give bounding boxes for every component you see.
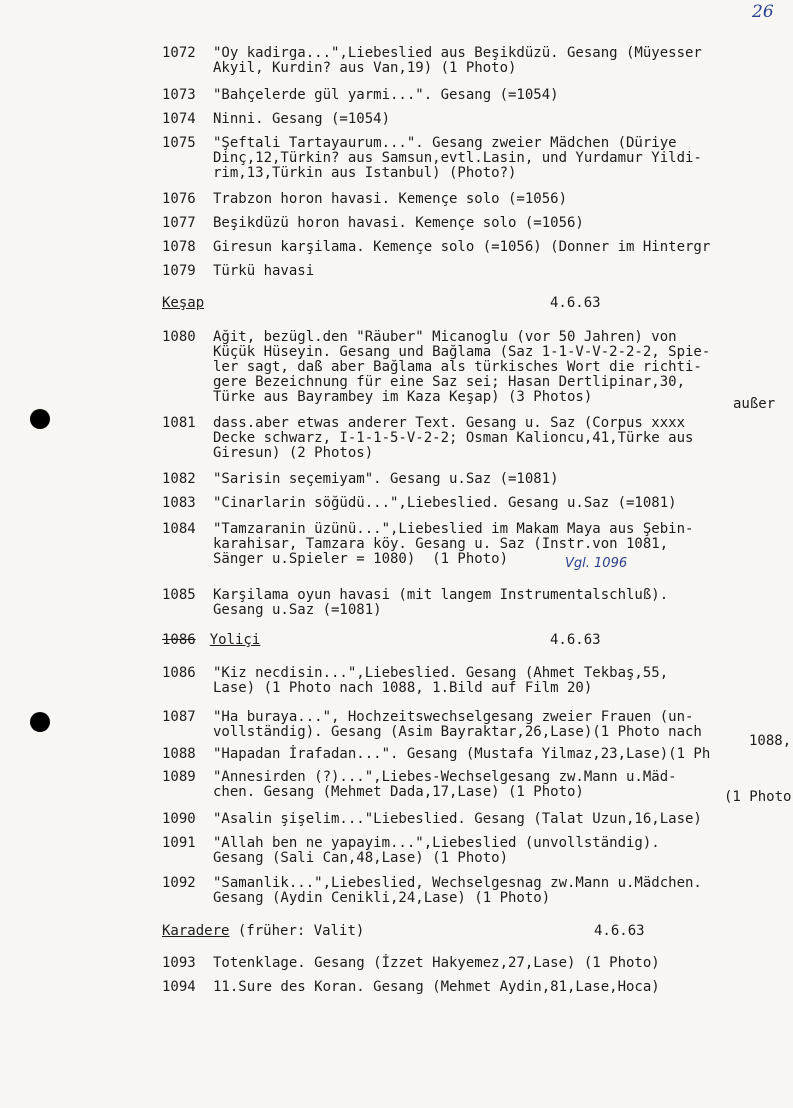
entry-1080 bbox=[162, 330, 793, 405]
section-place: Yoliçi bbox=[209, 632, 261, 648]
entry-1094 bbox=[162, 980, 793, 995]
entry-number: 1073 bbox=[162, 87, 196, 103]
entry-1085 bbox=[162, 588, 793, 618]
entry-text: Giresun) (2 Photos) bbox=[213, 445, 374, 461]
entry-1082 bbox=[162, 472, 793, 487]
section-heading-yolici bbox=[162, 633, 762, 648]
entry-text: Giresun karşilama. Kemençe solo (=1056) (Donner im Hintergr bbox=[213, 239, 711, 255]
punch-hole-bottom bbox=[30, 712, 50, 732]
entry-text: "Bahçelerde gül yarmi...". Gesang (=1054) bbox=[213, 87, 559, 103]
entry-1076 bbox=[162, 192, 793, 207]
entry-number: 1079 bbox=[162, 263, 196, 279]
entry-text: "Oy kadirga...",Liebeslied aus Beşikdüzü. Gesang (Müyesser bbox=[213, 45, 702, 61]
entry-number: 1086 bbox=[162, 665, 196, 681]
entry-text: 11.Sure des Koran. Gesang (Mehmet Aydin,81,Lase,Hoca) bbox=[213, 979, 660, 995]
entry-text: "Kiz necdisin...",Liebeslied. Gesang (Ahmet Tekbaş,55, bbox=[213, 665, 669, 681]
entry-number: 1088 bbox=[162, 746, 196, 762]
entry-text: Türke aus Bayrambey im Kaza Keşap) (3 Photos) bbox=[213, 389, 593, 405]
entry-1090 bbox=[162, 812, 793, 827]
entry-text: Decke schwarz, I-1-1-5-V-2-2; Osman Kalioncu,41,Türke aus bbox=[213, 430, 694, 446]
entry-1088 bbox=[162, 747, 793, 762]
entry-number: 1072 bbox=[162, 45, 196, 61]
section-date: 4.6.63 bbox=[594, 923, 645, 939]
entry-text: Ninni. Gesang (=1054) bbox=[213, 111, 391, 127]
entry-1078 bbox=[162, 240, 793, 255]
entry-number: 1082 bbox=[162, 471, 196, 487]
entry-number: 1091 bbox=[162, 835, 196, 851]
entry-number: 1081 bbox=[162, 415, 196, 431]
punch-hole-top bbox=[30, 409, 50, 429]
entry-number: 1075 bbox=[162, 135, 196, 151]
entry-text: Türkü havasi bbox=[213, 263, 315, 279]
entry-text: "Samanlik...",Liebeslied, Wechselgesnag zw.Mann u.Mädchen. bbox=[213, 875, 702, 891]
entry-text: Gesang (Sali Can,48,Lase) (1 Photo) bbox=[213, 850, 509, 866]
entry-text: Gesang (Aydin Cenikli,24,Lase) (1 Photo) bbox=[213, 890, 551, 906]
entry-text: "Annesirden (?)...",Liebes-Wechselgesang zw.Mann u.Mäd- bbox=[213, 769, 677, 785]
entry-number: 1093 bbox=[162, 955, 196, 971]
entry-1079 bbox=[162, 264, 793, 279]
entry-1087 bbox=[162, 710, 793, 740]
entry-text: "Şeftali Tartayaurum...". Gesang zweier Mädchen (Düriye bbox=[213, 135, 677, 151]
entry-text: Küçük Hüseyin. Gesang und Bağlama (Saz 1-1-V-V-2-2-2, Spie- bbox=[213, 344, 711, 360]
entry-1072 bbox=[162, 46, 793, 76]
section-place: Karadere bbox=[162, 923, 230, 939]
section-place: Keşap bbox=[162, 295, 205, 311]
section-date: 4.6.63 bbox=[550, 295, 601, 311]
entry-text: "Ha buraya...", Hochzeitswechselgesang zweier Frauen (un- bbox=[213, 709, 694, 725]
entry-number: 1077 bbox=[162, 215, 196, 231]
entry-1074 bbox=[162, 112, 793, 127]
entry-1092 bbox=[162, 876, 793, 906]
entry-text: chen. Gesang (Mehmet Dada,17,Lase) (1 Photo) bbox=[213, 784, 584, 800]
entry-text: gere Bezeichnung für eine Saz sei; Hasan Dertlipinar,30, bbox=[213, 374, 686, 390]
entry-text: "Asalin şişelim..."Liebeslied. Gesang (Talat Uzun,16,Lase) bbox=[213, 811, 702, 827]
section-heading-kesap bbox=[162, 296, 762, 311]
entry-text: ler sagt, daß aber Bağlama als türkisches Wort die richti- bbox=[213, 359, 702, 375]
entry-1073 bbox=[162, 88, 793, 103]
entry-text: rim,13,Türkin aus Istanbul) (Photo?) bbox=[213, 165, 517, 181]
entry-1089 bbox=[162, 770, 793, 800]
entry-number: 1089 bbox=[162, 769, 196, 785]
entry-number: 1090 bbox=[162, 811, 196, 827]
margin-note-photo: (1 Photo bbox=[724, 789, 792, 805]
entry-number: 1094 bbox=[162, 979, 196, 995]
entry-text: Totenklage. Gesang (İzzet Hakyemez,27,Lase) (1 Photo) bbox=[213, 955, 660, 971]
entry-1081 bbox=[162, 416, 793, 461]
entry-text: Beşikdüzü horon havasi. Kemençe solo (=1056) bbox=[213, 215, 584, 231]
entry-number: 1092 bbox=[162, 875, 196, 891]
entry-text: "Allah ben ne yapayim...",Liebeslied (unvollständig). bbox=[213, 835, 660, 851]
entry-1077 bbox=[162, 216, 793, 231]
entry-number: 1084 bbox=[162, 521, 196, 537]
entry-number: 1076 bbox=[162, 191, 196, 207]
entry-1075 bbox=[162, 136, 793, 181]
entry-number: 1085 bbox=[162, 587, 196, 603]
section-heading-karadere bbox=[162, 924, 762, 939]
entry-1083 bbox=[162, 496, 793, 511]
entry-text: dass.aber etwas anderer Text. Gesang u. Saz (Corpus xxxx bbox=[213, 415, 686, 431]
struck-number: 1086 bbox=[162, 632, 196, 648]
entry-text: "Hapadan İrafadan...". Gesang (Mustafa Yilmaz,23,Lase)(1 Ph bbox=[213, 746, 711, 762]
entry-text: Trabzon horon havasi. Kemençe solo (=1056) bbox=[213, 191, 568, 207]
entry-number: 1080 bbox=[162, 329, 196, 345]
entry-text: Gesang u.Saz (=1081) bbox=[213, 602, 382, 618]
margin-note-1088: 1088, bbox=[749, 733, 792, 749]
entry-number: 1074 bbox=[162, 111, 196, 127]
entry-1093 bbox=[162, 956, 793, 971]
entry-number: 1083 bbox=[162, 495, 196, 511]
section-suffix: (früher: Valit) bbox=[229, 923, 365, 939]
entry-text: "Sarisin seçemiyam". Gesang u.Saz (=1081) bbox=[213, 471, 559, 487]
page-number: 26 bbox=[752, 2, 774, 22]
entry-number: 1078 bbox=[162, 239, 196, 255]
entry-text: "Cinarlarin söğüdü...",Liebeslied. Gesang u.Saz (=1081) bbox=[213, 495, 677, 511]
entry-text: vollständig). Gesang (Asim Bayraktar,26,Lase)(1 Photo nach bbox=[213, 724, 702, 740]
entry-text: Karşilama oyun havasi (mit langem Instrumentalschluß). bbox=[213, 587, 669, 603]
entry-1084 bbox=[162, 522, 793, 567]
entry-text: Akyil, Kurdin? aus Van,19) (1 Photo) bbox=[213, 60, 517, 76]
entry-text: "Tamzaranin üzünü...",Liebeslied im Makam Maya aus Şebin- bbox=[213, 521, 694, 537]
entry-text: Lase) (1 Photo nach 1088, 1.Bild auf Film 20) bbox=[213, 680, 593, 696]
entry-text: Ağit, bezügl.den "Räuber" Micanoglu (vor 50 Jahren) von bbox=[213, 329, 677, 345]
section-date: 4.6.63 bbox=[550, 632, 601, 648]
entry-text: Dinç,12,Türkin? aus Samsun,evtl.Lasin, und Yurdamur Yildi- bbox=[213, 150, 702, 166]
margin-note-ausser: außer bbox=[733, 396, 776, 412]
entry-1091 bbox=[162, 836, 793, 866]
entry-number: 1087 bbox=[162, 709, 196, 725]
entry-text: karahisar, Tamzara köy. Gesang u. Saz (Instr.von 1081, bbox=[213, 536, 669, 552]
handwritten-note-vgl: Vgl. 1096 bbox=[565, 556, 628, 571]
entry-text: Sänger u.Spieler = 1080) (1 Photo) bbox=[213, 551, 509, 567]
entry-1086 bbox=[162, 666, 793, 696]
